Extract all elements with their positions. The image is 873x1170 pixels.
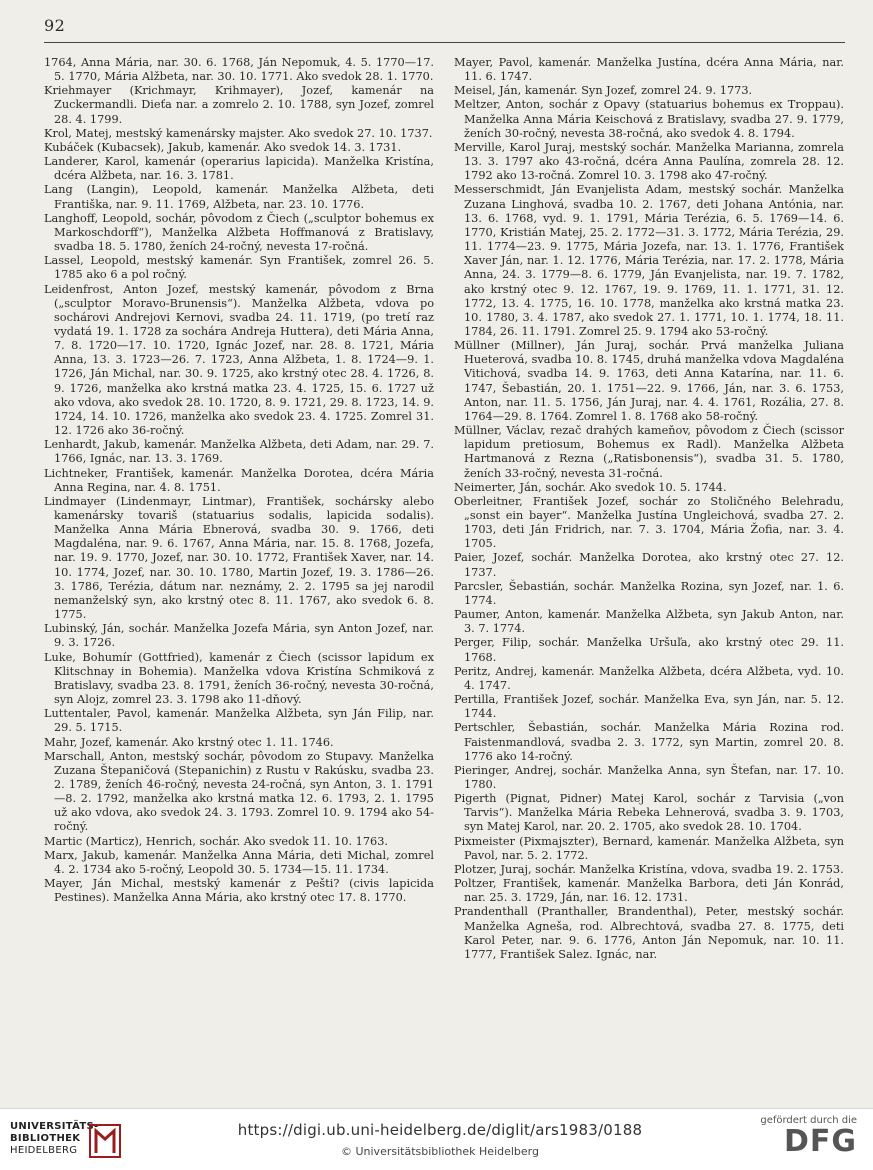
entry: Mayer, Ján Michal, mestský kamenár z Pešti? (civis lapicida Pestines). Manželka Anna Mária, ako krstný otec 17. 8. 1770. xyxy=(44,877,434,905)
entry: Oberleitner, František Jozef, sochár zo Stoličného Belehradu, „sonst ein bayer“. Manželka Justína Ungleichová, svadba 27. 2. 1703, deti Ján Fridrich, nar. 7. 3. 1704, Mária Žofia, nar. 3. 4. 1705. xyxy=(454,494,844,551)
entry: Pieringer, Andrej, sochár. Manželka Anna, syn Štefan, nar. 17. 10. 1780. xyxy=(454,763,844,791)
entry: Pixmeister (Pixmajszter), Bernard, kamenár. Manželka Alžbeta, syn Pavol, nar. 5. 2. 1772. xyxy=(454,834,844,862)
funder-caption: gefördert durch die xyxy=(760,1115,857,1126)
entry: Pertilla, František Jozef, sochár. Manželka Eva, syn Ján, nar. 5. 12. 1744. xyxy=(454,693,844,721)
entry: Lenhardt, Jakub, kamenár. Manželka Alžbeta, deti Adam, nar. 29. 7. 1766, Ignác, nar. 13. 3. 1769. xyxy=(44,438,434,466)
funder-logo[interactable] xyxy=(747,1115,857,1165)
entry: Lindmayer (Lindenmayr, Lintmar), František, sochársky alebo kamenársky tovariš (statuarius sodalis, lapicida sodalis). Manželka Anna Mária Ebnerová, svadba 30. 9. 1766, deti Magdaléna, nar. 9. 6. 1767, Anna Mária, nar. 15. 8. 1768, Jozefa, nar. 19. 9. 1770, Jozef, nar. 30. 10. 1772, František Xaver, nar. 14. 10. 1774, Jozef, nar. 30. 10. 1780, Martin Jozef, 19. 3. 1786—26. 3. 1786, Terézia, dátum nar. neznámy, 2. 2. 1795 sa jej narodil nemanželský syn, ako krstný otec 8. 11. 1767, ako svedok 6. 8. 1775. xyxy=(44,494,434,622)
entry: Müllner (Millner), Ján Juraj, sochár. Prvá manželka Juliana Hueterová, svadba 10. 8. 1745, druhá manželka vdova Magdaléna Vitichová, svadba 14. 9. 1763, deti Anna Katarína, nar. 11. 6. 1747, Šebastián, 20. 1. 1751—22. 9. 1766, Ján, nar. 3. 6. 1753, Anton, nar. 11. 5. 1756, Ján Juraj, nar. 4. 4. 1761, Rozália, 27. 8. 1764—29. 8. 1764. Zomrel 1. 8. 1768 ako 58-ročný. xyxy=(454,339,844,423)
entry: Leidenfrost, Anton Jozef, mestský kamenár, pôvodom z Brna („sculptor Moravo-Brunensis“). Manželka Alžbeta, vdova po sochárovi Andrejovi Kernovi, svadba 24. 11. 1719, (po tretí raz vydatá 19. 1. 1728 za sochára Andreja Huttera), deti Mária Anna, 7. 8. 1720—17. 10. 1720, Ignác Jozef, nar. 28. 8. 1721, Mária Anna, 13. 3. 1723—26. 7. 1723, Anna Alžbeta, 1. 8. 1724—9. 1. 1726, Ján Michal, nar. 30. 9. 1725, ako krstný otec 28. 4. 1726, 8. 9. 1726, manželka ako krstná matka 23. 4. 1725, 15. 6. 1727 už ako vdova, ako svedok 28. 10. 1720, 8. 9. 1721, 29. 8. 1723, 14. 9. 1724, 14. 10. 1726, manželka ako svedok 23. 4. 1725. Zomrel 31. 12. 1726 ako 36-ročný. xyxy=(44,282,434,438)
document-url-link[interactable]: https://digi.ub.uni-heidelberg.de/diglit/ars1983/0188 xyxy=(237,1121,643,1139)
entry: Plotzer, Juraj, sochár. Manželka Kristína, vdova, svadba 19. 2. 1753. xyxy=(454,862,844,876)
entry: Messerschmidt, Ján Evanjelista Adam, mestský sochár. Manželka Zuzana Linghová, svadba 10. 2. 1767, deti Johana Antónia, nar. 13. 6. 1768, vyd. 9. 1. 1791, Mária Terézia, 6. 5. 1769—14. 6. 1770, Kristián Matej, 25. 2. 1772—31. 3. 1772, Mária Terézia, 29. 11. 1774—23. 9. 1775, Mária Jozefa, nar. 13. 1. 1776, František Xaver Ján, nar. 1. 12. 1776, Mária Terézia, nar. 17. 2. 1778, Mária Anna, 24. 3. 1779—8. 6. 1779, Ján Evanjelista, nar. 19. 7. 1782, ako krstný otec 9. 12. 1767, 19. 9. 1769, 11. 1. 1771, 31. 12. 1772, 13. 4. 1775, 16. 10. 1778, manželka ako krstná matka 23. 10. 1780, 3. 4. 1787, ako svedok 27. 1. 1771, 10. 1. 1774, 18. 11. 1784, 26. 11. 1791. Zomrel 25. 9. 1794 ako 53-ročný. xyxy=(454,183,844,338)
entry: Lubinský, Ján, sochár. Manželka Jozefa Mária, syn Anton Jozef, nar. 9. 3. 1726. xyxy=(44,622,434,650)
entry: Pigerth (Pignat, Pidner) Matej Karol, sochár z Tarvisia („von Tarvis“). Manželka Mária Rebeka Lehnerová, svadba 3. 9. 1703, syn Matej Karol, nar. 20. 2. 1705, ako svedok 28. 10. 1704. xyxy=(454,792,844,834)
viewer-footer xyxy=(0,1108,873,1170)
entry: Müllner, Václav, rezač drahých kameňov, pôvodom z Čiech (scissor lapidum pretiosum, Bohemus ex Radl). Manželka Alžbeta Hartmanová z Rezna („Ratisbonensis“), svadba 31. 5. 1780, ženích 33-ročný, nevesta 31-ročná. xyxy=(454,424,844,480)
entry: 1764, Anna Mária, nar. 30. 6. 1768, Ján Nepomuk, 4. 5. 1770—17. 5. 1770, Mária Alžbeta, nar. 30. 10. 1771. Ako svedok 28. 1. 1770. xyxy=(44,56,434,84)
entry: Perger, Filip, sochár. Manželka Uršuľa, ako krstný otec 29. 11. 1768. xyxy=(454,636,844,664)
entry: Pertschler, Šebastián, sochár. Manželka Mária Rozina rod. Faistenmandlová, svadba 2. 3. 1772, syn Martin, zomrel 20. 8. 1776 ako 14-ročný. xyxy=(454,721,844,763)
library-emblem-icon xyxy=(88,1123,122,1159)
entry: Landerer, Karol, kamenár (operarius lapicida). Manželka Kristína, dcéra Alžbeta, nar. 16. 3. 1781. xyxy=(44,155,434,183)
copyright-notice: © Universitätsbibliothek Heidelberg xyxy=(340,1145,539,1158)
entry: Meisel, Ján, kamenár. Syn Jozef, zomrel 24. 9. 1773. xyxy=(454,84,753,98)
entry: Poltzer, František, kamenár. Manželka Barbora, deti Ján Konrád, nar. 25. 3. 1729, Ján, nar. 16. 12. 1731. xyxy=(454,877,844,905)
entry: Langhoff, Leopold, sochár, pôvodom z Čiech („sculptor bohemus ex Markoschdorff“), Manželka Alžbeta Hoffmanová z Bratislavy, svadba 18. 5. 1780, ženích 24-ročný, nevesta 17-ročná. xyxy=(44,211,434,254)
library-name: UNIVERSITÄTS- BIBLIOTHEK HEIDELBERG xyxy=(10,1121,99,1156)
entry: Meltzer, Anton, sochár z Opavy (statuarius bohemus ex Troppau). Manželka Anna Mária Keischová z Bratislavy, svadba 27. 9. 1779, ženích 30-ročný, nevesta 38-ročná, ako svedok 4. 8. 1794. xyxy=(454,98,844,140)
page-number: 92 xyxy=(44,16,66,35)
library-logo[interactable] xyxy=(10,1121,130,1161)
entry: Paumer, Anton, kamenár. Manželka Alžbeta, syn Jakub Anton, nar. 3. 7. 1774. xyxy=(454,608,844,636)
entry: Martic (Marticz), Henrich, sochár. Ako svedok 11. 10. 1763. xyxy=(44,834,388,848)
entry: Merville, Karol Juraj, mestský sochár. Manželka Marianna, zomrela 13. 3. 1797 ako 43-ročná, dcéra Anna Paulína, zomrela 28. 12. 1792 ako 13-ročná. Zomrel 10. 3. 1798 ako 47-ročný. xyxy=(454,140,844,183)
left-column xyxy=(44,56,434,1100)
entry: Lichtneker, František, kamenár. Manželka Dorotea, dcéra Mária Anna Regina, nar. 4. 8. 1751. xyxy=(44,466,434,494)
entry: Mahr, Jozef, kamenár. Ako krstný otec 1. 11. 1746. xyxy=(44,735,334,749)
entry: Lang (Langin), Leopold, kamenár. Manželka Alžbeta, deti Františka, nar. 9. 11. 1769, Alžbeta, nar. 23. 10. 1776. xyxy=(44,183,434,211)
entry: Luke, Bohumír (Gottfried), kamenár z Čiech (scissor lapidum ex Klitschnay in Bohemia). Manželka vdova Kristína Schmiková z Bratislavy, svadba 23. 8. 1791, ženích 36-ročný, nevesta 30-ročná, syn Alojz, zomrel 23. 3. 1798 ako 11-dňový. xyxy=(44,650,434,707)
entry: Neimerter, Ján, sochár. Ako svedok 10. 5. 1744. xyxy=(454,480,727,494)
entry: Lassel, Leopold, mestský kamenár. Syn František, zomrel 26. 5. 1785 ako 6 a pol ročný. xyxy=(44,254,434,282)
entry: Mayer, Pavol, kamenár. Manželka Justína, dcéra Anna Mária, nar. 11. 6. 1747. xyxy=(454,56,844,84)
entry: Peritz, Andrej, kamenár. Manželka Alžbeta, dcéra Alžbeta, vyd. 10. 4. 1747. xyxy=(454,664,844,692)
entry: Kubáček (Kubacsek), Jakub, kamenár. Ako svedok 14. 3. 1731. xyxy=(44,140,402,154)
entry: Parcsler, Šebastián, sochár. Manželka Rozina, syn Jozef, nar. 1. 6. 1774. xyxy=(454,579,844,607)
entry: Luttentaler, Pavol, kamenár. Manželka Alžbeta, syn Ján Filip, nar. 29. 5. 1715. xyxy=(44,707,434,735)
entry: Paier, Jozef, sochár. Manželka Dorotea, ako krstný otec 27. 12. 1737. xyxy=(454,551,844,579)
entry: Prandenthall (Pranthaller, Brandenthal), Peter, mestský sochár. Manželka Agneša, rod. Albrechtová, svadba 27. 8. 1775, deti Karol Peter, nar. 9. 6. 1776, Anton Ján Nepomuk, nar. 10. 11. 1777, František Salez. Ignác, nar. xyxy=(454,905,844,961)
entry: Kriehmayer (Krichmayr, Krihmayer), Jozef, kamenár na Zuckermandli. Dieťa nar. a zomrelo 2. 10. 1788, syn Jozef, zomrel 28. 4. 1799. xyxy=(44,84,434,126)
entry: Marx, Jakub, kamenár. Manželka Anna Mária, deti Michal, zomrel 4. 2. 1734 ako 5-ročný, Leopold 30. 5. 1734—15. 11. 1734. xyxy=(44,848,434,876)
header-rule xyxy=(44,42,845,43)
entry: Marschall, Anton, mestský sochár, pôvodom zo Stupavy. Manželka Zuzana Štepaničová (Stepanichin) z Rustu v Rakúsku, svadba 23. 2. 1789, ženích 46-ročný, nevesta 24-ročná, syn Anton, 3. 1. 1791—8. 2. 1792, manželka ako krstná matka 12. 6. 1793, 2. 1. 1795 už ako vdova, ako svedok 24. 3. 1793. Zomrel 10. 9. 1794 ako 54-ročný. xyxy=(44,749,434,834)
right-column xyxy=(454,56,844,1100)
dfg-logo-icon: DFG xyxy=(783,1124,857,1159)
entry: Krol, Matej, mestský kamenársky majster. Ako svedok 27. 10. 1737. xyxy=(44,126,433,140)
